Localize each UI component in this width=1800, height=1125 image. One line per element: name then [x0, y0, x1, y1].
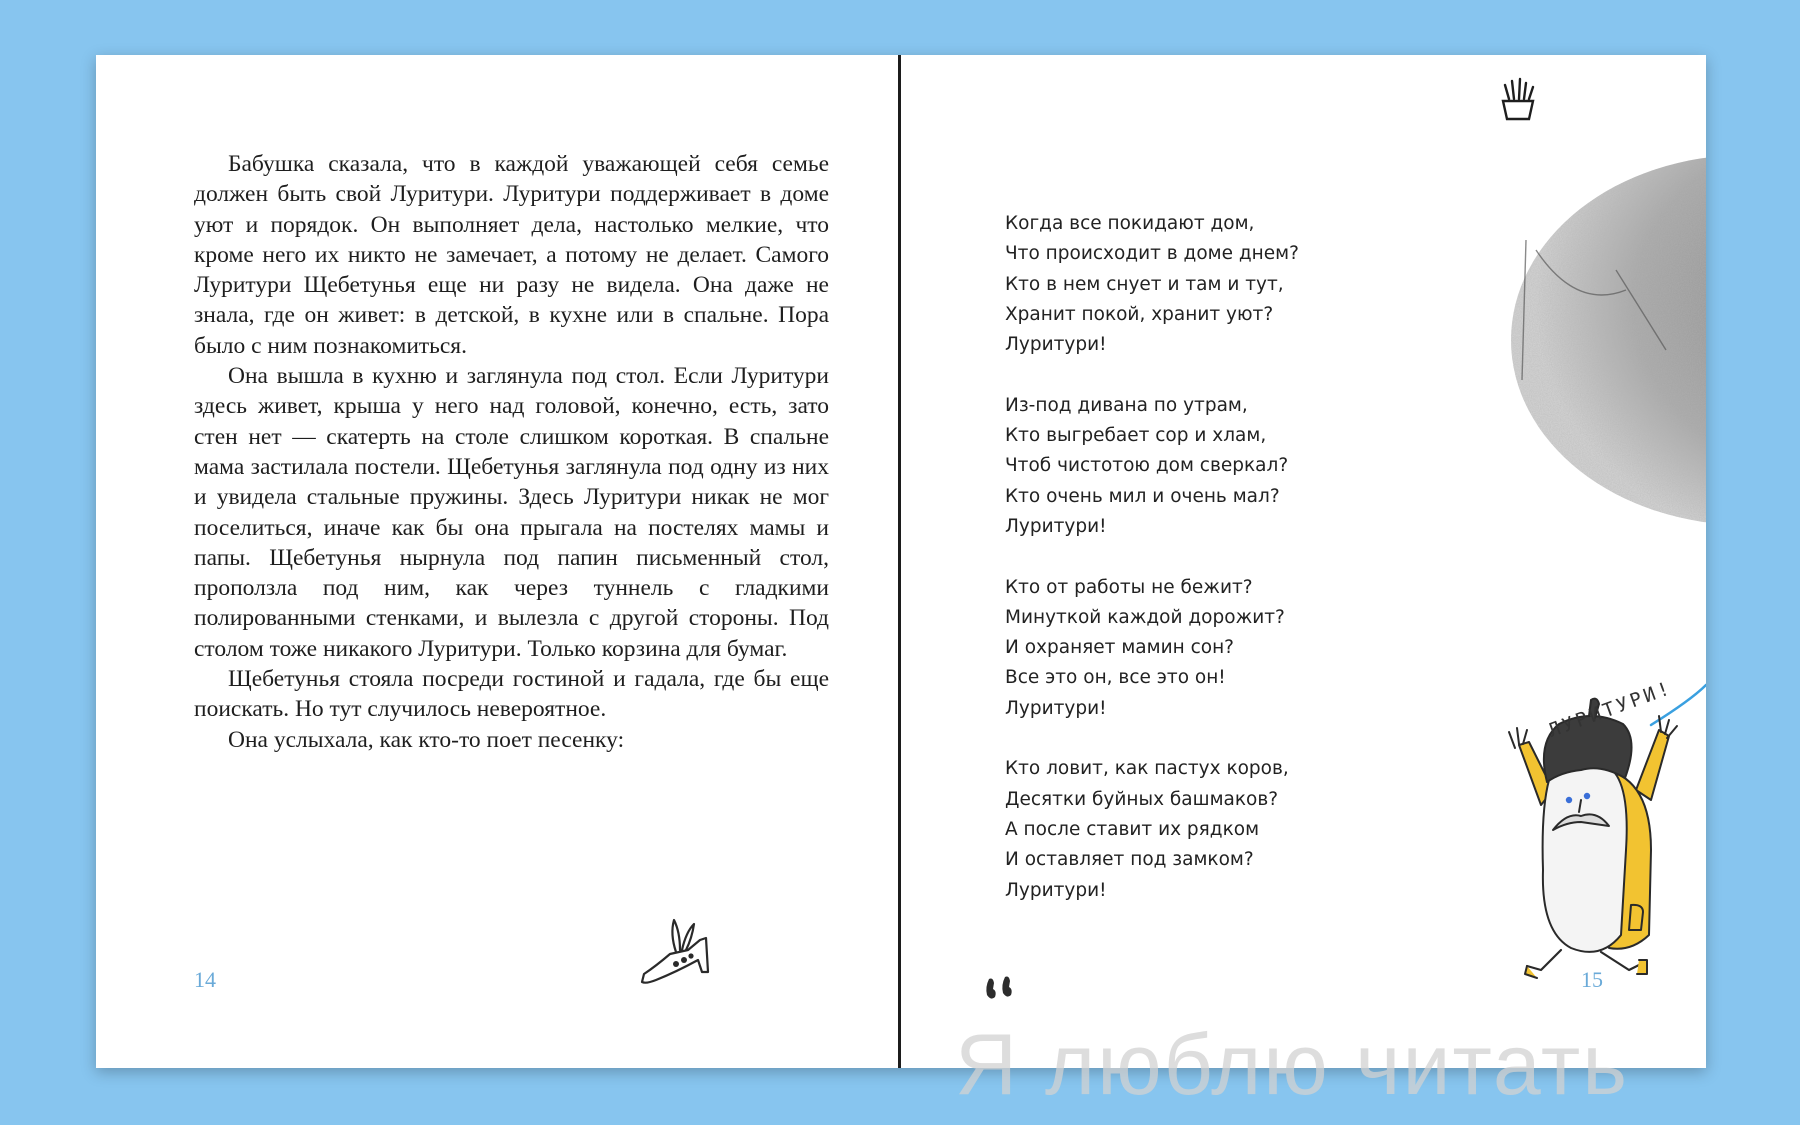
poem-line: Когда все покидают дом, — [1005, 213, 1255, 234]
shoe-sketch-icon — [636, 910, 726, 990]
stanza — [1005, 209, 1335, 360]
poem-line: Все это он, все это он! — [1005, 667, 1226, 689]
poem-line: Кто в нем снует и там и тут, — [1005, 273, 1284, 295]
poem-line: Луритури! — [1005, 879, 1107, 901]
poem-line: Из-под дивана по утрам, — [1005, 394, 1248, 416]
pencil-shading-sketch — [1496, 150, 1706, 550]
prose-text — [194, 149, 829, 755]
plant-pot-icon — [1495, 75, 1541, 123]
poem-line: Луритури! — [1005, 515, 1107, 537]
poem-line: Луритури! — [1005, 334, 1107, 356]
poem-line: Чтоб чистотою дом сверкал? — [1005, 455, 1289, 477]
footsteps-icon — [983, 975, 1017, 1003]
paragraph: Щебетунья стояла посреди гостиной и гадала, где бы еще поискать. Но тут случилось невероятное. — [194, 666, 829, 723]
paragraph: Бабушка сказала, что в каждой уважающей себя семье должен быть свой Луритури. Луритури поддерживает в доме уют и порядок. Он выполняет дела, настолько мелкие, что кроме него их никто не замечает, а потому не делает. Самого Луритури Щебетунья еще ни разу не видела. Она даже не знала, где он живет: в детской, в кухне или в спальне. Пора было с ним познакомиться. — [194, 151, 829, 359]
poem-line: Кто очень мил и очень мал? — [1005, 485, 1280, 507]
poem-line: Луритури! — [1005, 697, 1107, 719]
poem-line: Кто выгребает сор и хлам, — [1005, 425, 1267, 447]
left-page — [96, 55, 898, 1068]
book-spread — [96, 55, 1706, 1068]
stanza — [1005, 573, 1335, 724]
paragraph: Она вышла в кухню и заглянула под стол. Если Луритури здесь живет, крыша у него над головой, конечно, есть, зато стен нет — скатерть на столе слишком короткая. В спальне мама застилала постели. Щебетунья заглянула под одну из них и увидела стальные пружины. Здесь Луритури никак не мог поселиться, иначе как бы она прыгала на постелях мамы и папы. Щебетунья нырнула под папин письменный стол, проползла под ним, как через туннель с гладкими полированными стенками, и вылезла с другой стороны. Под столом тоже никакого Луритури. Только корзина для бумаг. — [194, 363, 829, 662]
poem-line: Минуткой каждой дорожит? — [1005, 606, 1285, 628]
poem-line: И охраняет мамин сон? — [1005, 637, 1234, 659]
poem-line: Хранит покой, хранит уют? — [1005, 303, 1274, 325]
song-poem — [1005, 209, 1335, 936]
page-number: 14 — [194, 967, 216, 992]
paragraph: Она услыхала, как кто-то поет песенку: — [228, 726, 625, 753]
poem-line: Что происходит в доме днем? — [1005, 243, 1299, 265]
stanza — [1005, 754, 1335, 905]
poem-line: Кто от работы не бежит? — [1005, 576, 1253, 598]
page-number: 15 — [1581, 967, 1603, 992]
poem-line: А после ставит их рядком — [1005, 818, 1260, 840]
right-page — [901, 55, 1706, 1068]
poem-line: И оставляет под замком? — [1005, 849, 1254, 871]
stanza — [1005, 391, 1335, 542]
site-watermark: Я люблю читать — [955, 1017, 1630, 1113]
character-caption: ЛУРИТУРИ! — [1545, 676, 1676, 742]
poem-line: Десятки буйных башмаков? — [1005, 788, 1279, 810]
poem-line: Кто ловит, как пастух коров, — [1005, 758, 1289, 780]
